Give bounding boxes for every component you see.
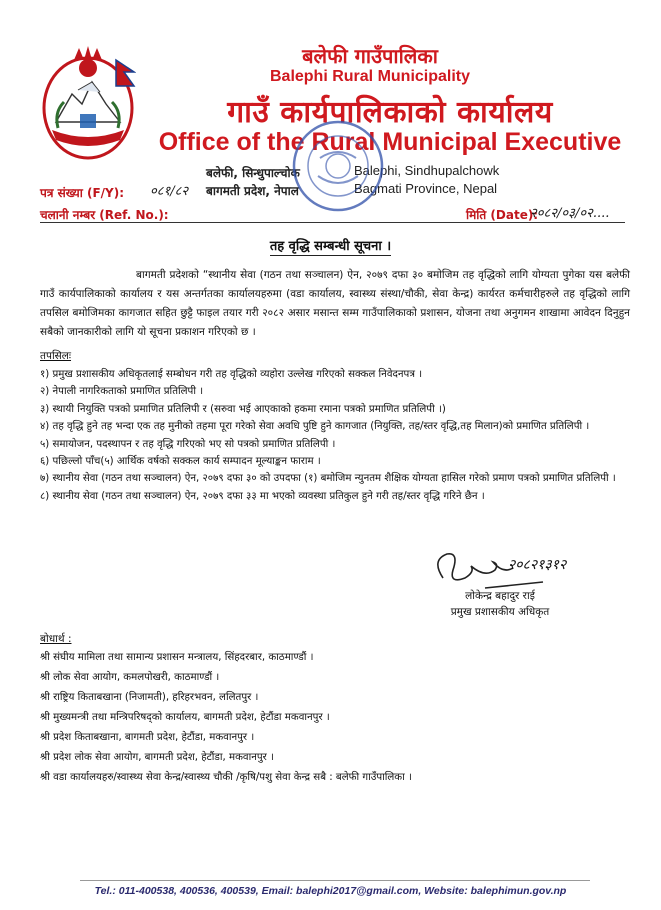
list-item: ७) स्थानीय सेवा (गठन तथा सञ्चालन) ऐन, २०७९ दफा ३० को उपदफा (१) बमोजिम न्युनतम शैक्षिक योग्यता हासिल गरेको प्रमाण पत्रको प्रमाणित प्रतिलिपी । <box>40 473 616 485</box>
list-item: १) प्रमुख प्रशासकीय अधिकृतलाई सम्बोधन गरी तह वृद्धिको व्यहोरा उल्लेख गरिएको सक्कल निवेदनपत्र । <box>40 369 423 380</box>
address-en-1: Balephi, Sindhupalchowk <box>354 163 500 178</box>
signatory-block <box>420 588 580 620</box>
tapasil-label: तपसिलः <box>40 350 72 362</box>
list-item: श्री वडा कार्यालयहरु/स्वास्थ्य सेवा केन्द्र/स्वास्थ्य चौकी /कृषि/पशु सेवा केन्द्र सबै : बलेफी गाउँपालिका । <box>40 772 412 783</box>
cc-list <box>40 648 412 788</box>
notice-body: बागमती प्रदेशको “स्थानीय सेवा (गठन तथा सञ्चालन) ऐन, २०७९ दफा ३० बमोजिम तह वृद्धिको लागि योग्यता पुगेका यस बलेफी गाउँ कार्यपालिकाको कार्यालय र यस अन्तर्गतका कार्यालयहरुमा (वडा कार्यालय, स्वास्थ्य संस्था/चौकी, सेवा केन्द्र) कार्यरत कर्मचारीहरुले तह वृद्धिको लागि तपसिल बमोजिमका कागजात सहित छुट्टै फाइल तयार गरी २०८२ असार मसान्त सम्म गाउँपालिकाको प्रशासन, योजना तथा अनुगमन शाखामा आवेदन दिनुहुन सबैको जानकारीको लागि यो सूचना प्रकाशन गरिएको छ । <box>40 269 630 338</box>
dispatch-no-label: चलानी नम्बर (Ref. No.): <box>40 208 169 222</box>
list-item: श्री प्रदेश किताबखाना, बागमती प्रदेश, हेटौंडा, मकवानपुर । <box>40 732 255 743</box>
footer-contact: Tel.: 011-400538, 400536, 400539, Email: balephi2017@gmail.com, Website: balephimun.gov.np <box>94 885 567 897</box>
office-name-ne: गाउँ कार्यपालिकाको कार्यालय <box>227 95 553 130</box>
signatory-designation: प्रमुख प्रशासकीय अधिकृत <box>450 606 550 618</box>
list-item: श्री लोक सेवा आयोग, कमलपोखरी, काठमाण्डौं । <box>40 672 220 683</box>
municipality-name-ne: बलेफी गाउँपालिका <box>302 44 438 68</box>
list-item: ३) स्थायी नियुक्ति पत्रको प्रमाणित प्रतिलिपी र (सरुवा भई आएकाको हकमा रमाना पत्रको प्रमाणित प्रतिलिपी ।) <box>40 403 446 415</box>
requirements-list <box>40 366 635 505</box>
letter-no-label: पत्र संख्या (F/Y): <box>40 186 125 200</box>
signatory-name: लोकेन्द्र बहादुर राई <box>465 590 535 602</box>
letter-no-value: ०८१/८२ <box>150 184 189 199</box>
header-divider <box>40 222 625 223</box>
footer-divider <box>80 880 590 881</box>
list-item: श्री संघीय मामिला तथा सामान्य प्रशासन मन्त्रालय, सिंहदरबार, काठमाण्डौं । <box>40 652 314 663</box>
address-ne-1: बलेफी, सिन्धुपाल्चोक <box>206 166 300 180</box>
list-item: ८) स्थानीय सेवा (गठन तथा सञ्चालन) ऐन, २०७९ दफा ३३ मा भएको व्यवस्था प्रतिकुल हुने गरी तह/स्तर वृद्धि गरिने छैन । <box>40 490 485 502</box>
notice-title: तह वृद्धि सम्बन्धी सूचना । <box>269 239 392 254</box>
list-item: श्री राष्ट्रिय किताबखाना (निजामती), हरिहरभवन, ललितपुर । <box>40 692 259 703</box>
date-label: मिति (Date): <box>466 208 539 222</box>
office-stamp <box>290 118 386 214</box>
list-item: २) नेपाली नागरिकताको प्रमाणित प्रतिलिपी । <box>40 386 204 398</box>
office-name-en: Office of the Rural Municipal Executive <box>158 128 622 156</box>
list-item: ४) तह वृद्धि हुने तह भन्दा एक तह मुनीको तहमा पूरा गरेको सेवा अवधि पुष्टि हुने कागजात (नियुक्ति, तह/स्तर वृद्धि,तह मिलान)को प्रमाणित प्रतिलिपी । <box>40 421 590 433</box>
list-item: श्री प्रदेश लोक सेवा आयोग, बागमती प्रदेश, हेटौंडा, मकवानपुर । <box>40 752 274 763</box>
list-item: श्री मुख्यमन्त्री तथा मन्त्रिपरिषद्को कार्यालय, बागमती प्रदेश, हेटौंडा मकवानपुर । <box>40 712 330 723</box>
bodharth-label: बोधार्थ : <box>40 633 72 645</box>
list-item: ५) समायोजन, पदस्थापन र तह वृद्धि गरिएको भए सो पत्रको प्रमाणित प्रतिलिपी । <box>40 438 336 450</box>
address-en-2: Bagmati Province, Nepal <box>354 181 498 196</box>
municipality-name-en: Balephi Rural Municipality <box>269 68 471 85</box>
date-value: २०८२/०३/०२.... <box>530 206 610 221</box>
nepal-flag-icon <box>114 58 136 88</box>
address-ne-2: बागमती प्रदेश, नेपाल <box>206 184 299 198</box>
list-item: ६) पछिल्लो पाँच(५) आर्थिक वर्षको सक्कल कार्य सम्पादन मूल्याङ्कन फाराम । <box>40 456 321 468</box>
signature-number: २०८२१३१२ <box>508 557 567 573</box>
